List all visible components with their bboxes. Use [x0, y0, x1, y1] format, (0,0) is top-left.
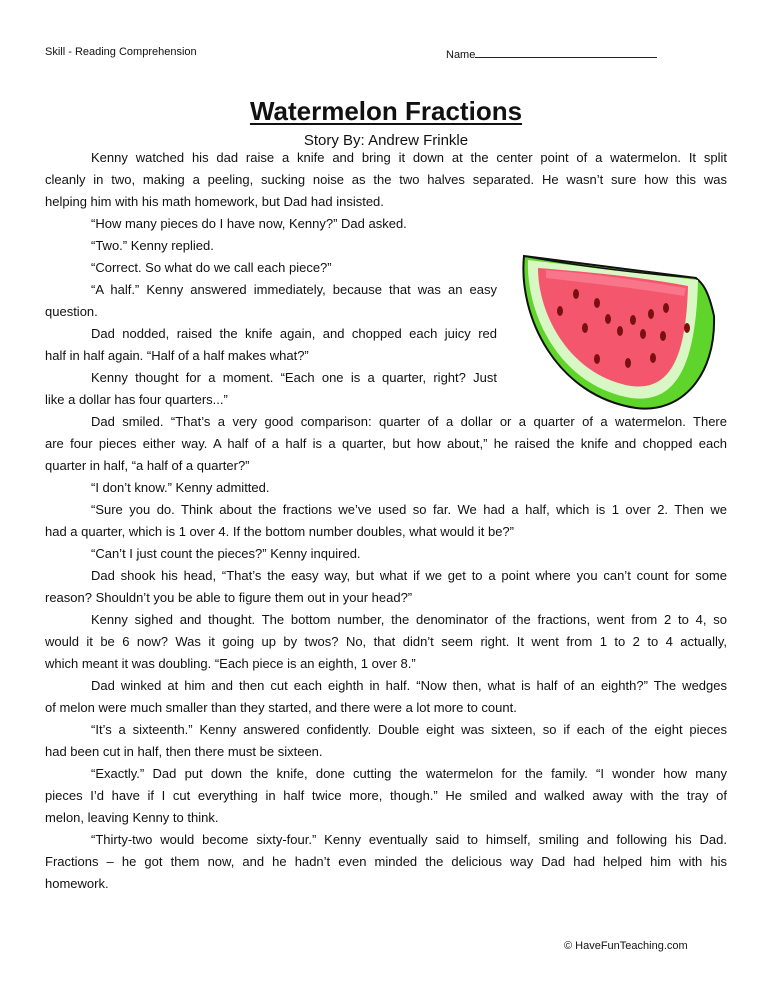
story-line: half in half again. “Half of a half makes what?” [45, 348, 309, 363]
story-line: cleanly in two, making a peeling, sucking noise as the two halves separated. He wasn’t sure how this was [45, 172, 727, 187]
story-paragraph [45, 675, 727, 719]
story-line: would it be 6 now? Was it going up by twos? No, that didn’t seem right. It went from 1 to 2 to 4 actually, [45, 634, 727, 649]
story-paragraph [45, 213, 727, 235]
name-label: Name [446, 49, 476, 61]
story-line: reason? Shouldn’t you be able to figure them out in your head?” [45, 590, 413, 605]
story-paragraph [45, 565, 727, 609]
story-paragraph [45, 257, 727, 279]
story-line: had a quarter, which is 1 over 4. If the bottom number doubles, what would it be?” [45, 524, 514, 539]
story-line: “Correct. So what do we call each piece?” [91, 260, 332, 275]
story-line: melon, leaving Kenny to think. [45, 810, 219, 825]
story-line: Fractions – he got them now, and he hadn’t even minded the delicious way Dad had helped him with his [45, 854, 727, 869]
story-body [45, 147, 727, 895]
story-line: “Two.” Kenny replied. [91, 238, 214, 253]
story-line: are four pieces either way. A half of a half is a quarter, but how about,” he raised the knife and chopped each [45, 436, 727, 451]
skill-label: Skill - Reading Comprehension [45, 46, 197, 58]
name-blank-line[interactable] [475, 46, 657, 58]
story-byline: Story By: Andrew Frinkle [303, 132, 469, 149]
story-line: like a dollar has four quarters...” [45, 392, 228, 407]
story-line: of melon were much smaller than they started, and there were a lot more to count. [45, 700, 517, 715]
story-line: helping him with his math homework, but Dad had insisted. [45, 194, 384, 209]
story-paragraph [45, 367, 727, 411]
story-line: “Exactly.” Dad put down the knife, done cutting the watermelon for the family. “I wonder how many [91, 766, 727, 781]
story-paragraph [45, 829, 727, 895]
story-line: Dad smiled. “That’s a very good comparison: quarter of a dollar or a quarter of a watermelon. There [91, 414, 727, 429]
story-paragraph [45, 763, 727, 829]
story-line: “Can’t I just count the pieces?” Kenny inquired. [91, 546, 361, 561]
story-line: pieces I’d have if I cut everything in half twice more, though.” He smiled and walked away with the tray of [45, 788, 727, 803]
story-line: Kenny watched his dad raise a knife and bring it down at the center point of a watermelon. It split [91, 150, 727, 165]
story-line: “Sure you do. Think about the fractions we’ve used so far. We had a half, which is 1 over 2. Then we [91, 502, 727, 517]
story-line: which meant it was doubling. “Each piece is an eighth, 1 over 8.” [45, 656, 416, 671]
story-paragraph [45, 235, 727, 257]
story-paragraph [45, 609, 727, 675]
story-line: Dad winked at him and then cut each eighth in half. “Now then, what is half of an eighth?” The wedges [91, 678, 727, 693]
story-paragraph [45, 543, 727, 565]
story-line: “I don’t know.” Kenny admitted. [91, 480, 270, 495]
page-title: Watermelon Fractions [249, 96, 523, 126]
story-paragraph [45, 279, 727, 323]
story-line: “It’s a sixteenth.” Kenny answered confidently. Double eight was sixteen, so if each of the eight pieces [91, 722, 727, 737]
story-paragraph [45, 323, 727, 367]
story-paragraph [45, 147, 727, 213]
story-line: had been cut in half, then there must be sixteen. [45, 744, 323, 759]
story-line: “A half.” Kenny answered immediately, because that was an easy [91, 282, 497, 297]
story-paragraph [45, 477, 727, 499]
story-paragraph [45, 719, 727, 763]
story-line: “Thirty-two would become sixty-four.” Kenny eventually said to himself, smiling and following his Dad. [91, 832, 727, 847]
name-field[interactable] [446, 46, 657, 61]
story-paragraph [45, 411, 727, 477]
story-line: homework. [45, 876, 109, 891]
story-line: Kenny sighed and thought. The bottom number, the denominator of the fractions, went from 2 to 4, so [91, 612, 727, 627]
story-line: Dad nodded, raised the knife again, and chopped each juicy red [91, 326, 497, 341]
story-line: Dad shook his head, “That’s the easy way, but what if we get to a point where you can’t count for some [91, 568, 727, 583]
story-line: quarter in half, “a half of a quarter?” [45, 458, 250, 473]
story-line: “How many pieces do I have now, Kenny?” Dad asked. [91, 216, 407, 231]
story-line: question. [45, 304, 98, 319]
story-line: Kenny thought for a moment. “Each one is a quarter, right? Just [91, 370, 497, 385]
copyright-footer: © HaveFunTeaching.com [564, 940, 688, 952]
story-paragraph [45, 499, 727, 543]
